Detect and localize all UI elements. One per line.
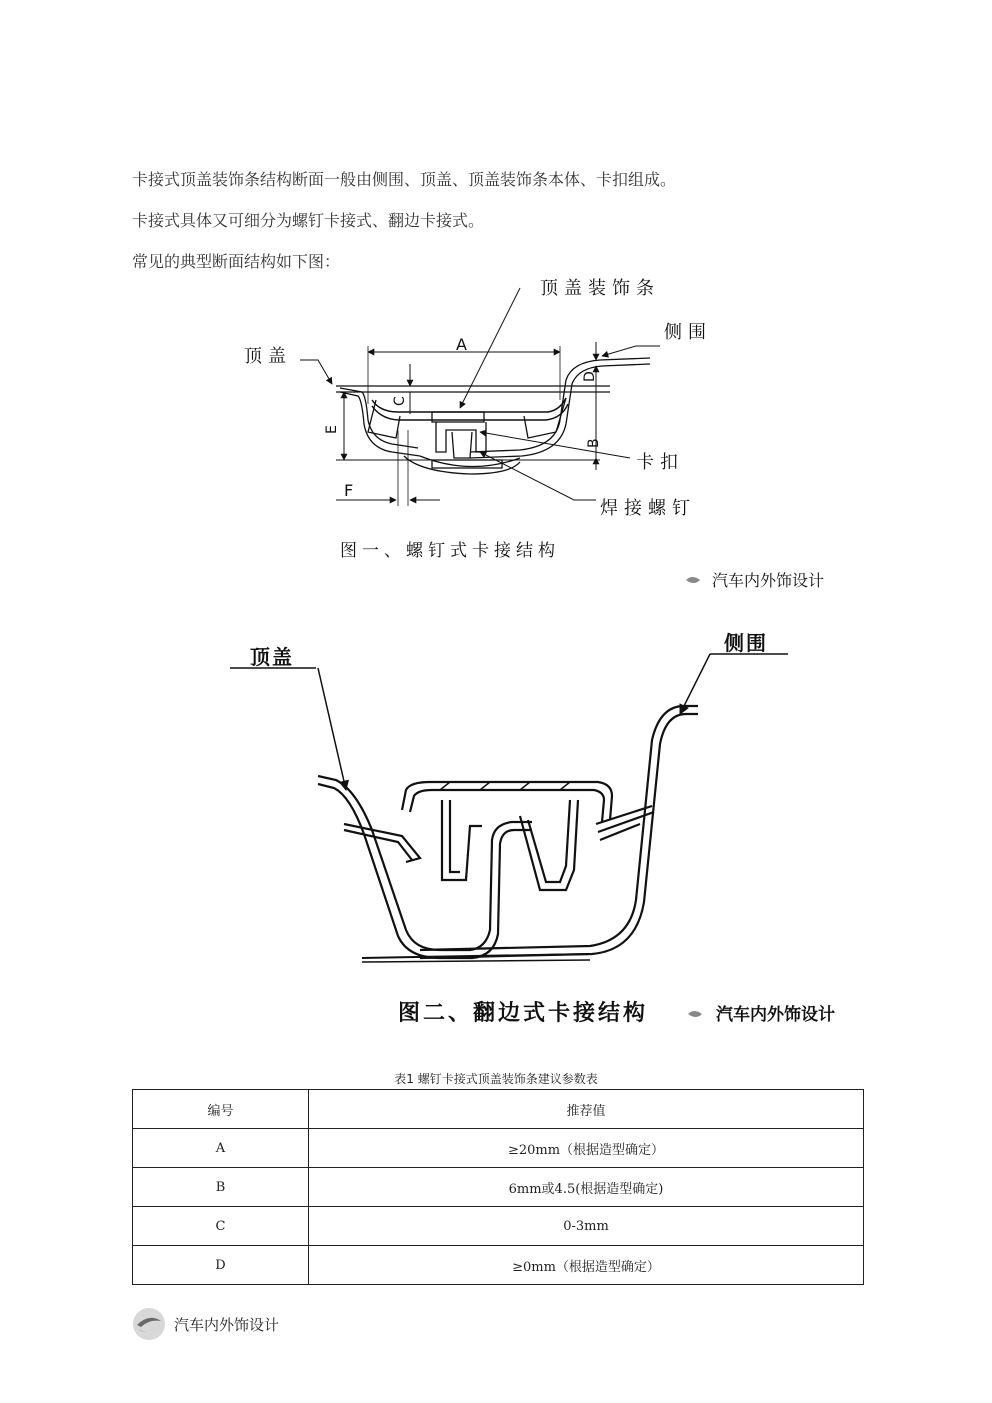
dim-e-label: E — [324, 425, 340, 434]
figure1-caption: 图一、螺钉式卡接结构 — [340, 541, 560, 561]
row-value: 6mm或4.5(根据造型确定) — [309, 1168, 864, 1207]
row-code: B — [133, 1168, 309, 1207]
table-row — [133, 1168, 864, 1207]
parameter-table — [132, 1089, 864, 1285]
watermark-2 — [688, 1004, 835, 1025]
table-header-row — [133, 1090, 864, 1129]
row-value: ≥20mm（根据造型确定） — [309, 1129, 864, 1168]
row-code: C — [133, 1207, 309, 1246]
figure2-diagram — [230, 654, 788, 962]
label-roof-panel: 顶盖 — [244, 346, 292, 367]
watermark-2-text: 汽车内外饰设计 — [716, 1005, 835, 1025]
figure2-caption: 图二、翻边式卡接结构 — [398, 1001, 649, 1026]
watermark-1 — [686, 571, 824, 590]
watermark-logo-icon — [686, 577, 700, 583]
label-weld-screw: 焊接螺钉 — [600, 498, 696, 519]
header-number: 编号 — [133, 1090, 309, 1129]
intro-paragraph-2: 卡接式具体又可细分为螺钉卡接式、翻边卡接式。 — [132, 211, 485, 230]
dim-a-label: A — [456, 335, 467, 354]
watermark-logo-icon — [688, 1011, 702, 1017]
row-code: D — [133, 1246, 309, 1285]
dim-f-label: F — [344, 481, 354, 500]
figure2-labels — [250, 631, 768, 1026]
row-code: A — [133, 1129, 309, 1168]
intro-paragraph-1: 卡接式顶盖装饰条结构断面一般由侧围、顶盖、顶盖装饰条本体、卡扣组成。 — [132, 170, 677, 189]
figure1-diagram — [300, 288, 660, 506]
swirl-logo-icon — [132, 1307, 166, 1341]
intro-paragraph-3: 常见的典型断面结构如下图： — [132, 252, 341, 271]
table-row — [133, 1207, 864, 1246]
table-caption: 表1 螺钉卡接式顶盖装饰条建议参数表 — [394, 1072, 598, 1086]
fig2-label-side: 侧围 — [724, 631, 768, 655]
fig2-label-roof: 顶盖 — [250, 645, 294, 669]
table-row — [133, 1129, 864, 1168]
label-side-panel: 侧围 — [664, 322, 712, 343]
footer-brand-text: 汽车内外饰设计 — [174, 1315, 280, 1334]
row-value: ≥0mm（根据造型确定） — [309, 1246, 864, 1285]
dim-d-label: D — [582, 371, 598, 382]
footer-brand — [132, 1306, 279, 1342]
label-trim-strip: 顶盖装饰条 — [540, 278, 660, 299]
table-row — [133, 1246, 864, 1285]
dim-b-label: B — [586, 438, 602, 448]
watermark-1-text: 汽车内外饰设计 — [712, 571, 825, 590]
row-value: 0-3mm — [309, 1207, 864, 1246]
dim-c-label: C — [392, 396, 408, 406]
label-clip: 卡扣 — [636, 452, 684, 473]
header-recommended: 推荐值 — [309, 1090, 864, 1129]
